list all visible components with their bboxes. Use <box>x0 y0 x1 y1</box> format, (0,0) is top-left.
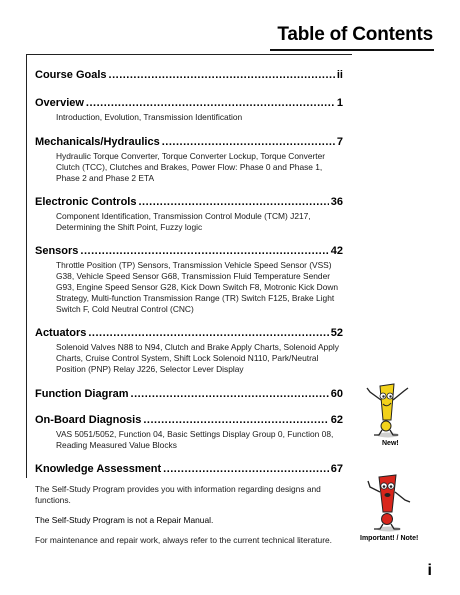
dot-leader <box>88 326 328 340</box>
toc-entry-page: 67 <box>330 463 343 475</box>
dot-leader <box>109 68 335 82</box>
dot-leader <box>138 195 328 209</box>
new-label: New! <box>382 440 399 447</box>
dot-leader <box>163 462 329 476</box>
toc-entry-page: 1 <box>336 97 343 109</box>
toc-entry-actuators[interactable] <box>35 326 343 375</box>
toc-entry-page: 42 <box>330 245 343 257</box>
title-rule <box>270 49 434 51</box>
new-mascot-icon <box>364 382 412 438</box>
dot-leader <box>143 413 328 427</box>
note-refer-literature: For maintenance and repair work, always refer to the current technical literature. <box>35 535 332 545</box>
toc-entry-title: Knowledge Assessment <box>35 463 162 475</box>
toc-entry-description: VAS 5051/5052, Function 04, Basic Settings Display Group 0, Function 08, Reading Measured Value Blocks <box>56 429 334 450</box>
toc-entry-knowledge-assessment[interactable] <box>35 462 343 476</box>
toc-entry-title: Mechanicals/Hydraulics <box>35 136 160 148</box>
toc-entry-course-goals[interactable] <box>35 68 343 82</box>
toc-entry-description: Hydraulic Torque Converter, Torque Converter Lockup, Torque Converter Clutch (TCC), Clutches and Brakes, Power Flow: Phase 0 and Phase 1, Phase 2 and Phase 2 ETA <box>56 151 326 183</box>
toc-entry-page: 60 <box>330 388 343 400</box>
toc-entry-description: Component Identification, Transmission Control Module (TCM) J217, Determining the Shift Point, Fuzzy logic <box>56 211 311 232</box>
toc-entry-title: Course Goals <box>35 69 107 81</box>
toc-entry-description: Throttle Position (TP) Sensors, Transmission Vehicle Speed Sensor (VSS) G38, Vehicle Speed Sensor G68, Transmission Fluid Temperature Sender G93, Engine Speed Sensor G28, Kick Down Switch F8, Motronic Kick Down Strategy, Multi-function Transmission Range (TR) Switch F125, Brake Light Switch F, Cold Neutral Control (CNC) <box>56 260 339 314</box>
toc-entry-overview[interactable] <box>35 96 343 123</box>
important-mascot-icon <box>364 472 414 532</box>
toc-entry-page: 7 <box>336 136 343 148</box>
toc-entry-page: 36 <box>330 196 343 208</box>
toc-entry-title: Overview <box>35 97 84 109</box>
toc-entry-page: ii <box>336 69 343 81</box>
note-not-repair-manual: The Self-Study Program is not a Repair Manual. <box>35 515 214 525</box>
page-title: Table of Contents <box>277 24 433 45</box>
note-purpose: The Self-Study Program provides you with information regarding designs and functions. <box>35 484 321 505</box>
toc-entry-sensors[interactable] <box>35 244 343 315</box>
toc-entry-page: 52 <box>330 327 343 339</box>
toc-entry-mechanicals[interactable] <box>35 135 343 184</box>
intro-notes <box>35 484 345 555</box>
toc-list <box>35 68 343 476</box>
toc-entry-on-board-diagnosis[interactable] <box>35 413 343 451</box>
toc-entry-function-diagram[interactable] <box>35 387 343 401</box>
page-number: i <box>427 562 432 579</box>
dot-leader <box>131 387 329 401</box>
toc-entry-title: Actuators <box>35 327 87 339</box>
important-note-label: Important! / Note! <box>360 535 419 542</box>
toc-entry-description: Introduction, Evolution, Transmission Identification <box>56 112 243 122</box>
toc-entry-electronic-controls[interactable] <box>35 195 343 233</box>
dot-leader <box>80 244 328 258</box>
dot-leader <box>86 96 335 110</box>
toc-entry-description: Solenoid Valves N88 to N94, Clutch and Brake Apply Charts, Solenoid Apply Charts, Cruise Control System, Shift Lock Solenoid N110, Park/Neutral Position (PNP) Relay J226, Selector Lever Display <box>56 342 339 374</box>
toc-entry-title: Function Diagram <box>35 388 129 400</box>
toc-entry-title: Electronic Controls <box>35 196 137 208</box>
dot-leader <box>162 135 335 149</box>
toc-entry-page: 62 <box>330 414 343 426</box>
toc-entry-title: On-Board Diagnosis <box>35 414 142 426</box>
toc-entry-title: Sensors <box>35 245 79 257</box>
